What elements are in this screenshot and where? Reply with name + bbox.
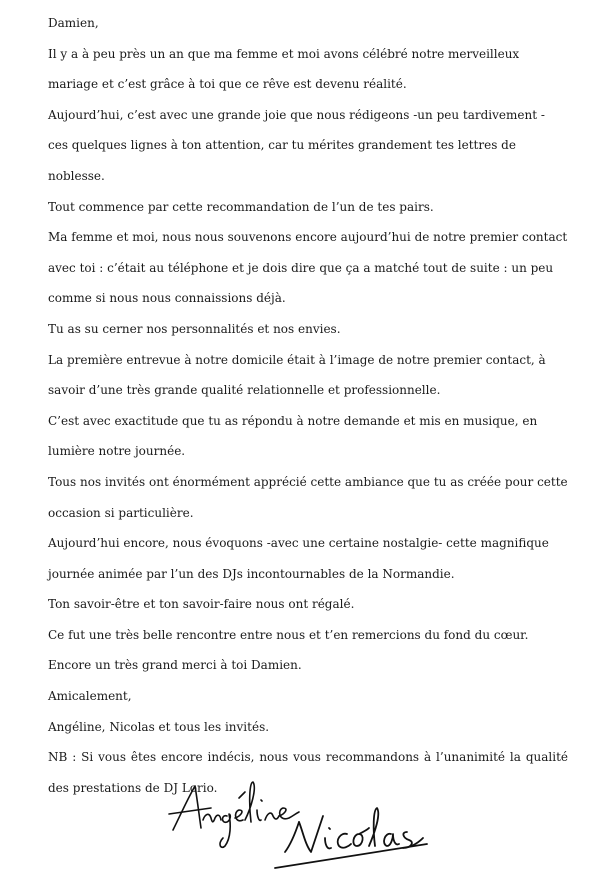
signature-angeline: [169, 782, 299, 847]
signature-nicolas: [275, 808, 427, 868]
paragraph-10: Ton savoir-être et ton savoir-faire nous ont régalé.: [48, 597, 355, 612]
paragraph-5: Tu as su cerner nos personnalités et nos envies.: [48, 321, 341, 336]
closing: Amicalement,: [48, 689, 132, 704]
paragraph-11: Ce fut une très belle rencontre entre nous et t’en remercions du fond du cœur.: [48, 627, 529, 642]
handwritten-signature: [165, 768, 445, 878]
paragraph-4: Ma femme et moi, nous nous souvenons encore aujourd’hui de notre premier contact avec toi : c’était au téléphone et je dois dire que ça a matché tout de suite : un peu comme si nous nous connaissions déjà.: [48, 230, 568, 306]
paragraph-12: Encore un très grand merci à toi Damien.: [48, 658, 302, 673]
paragraph-8: Tous nos invités ont énormément apprécié cette ambiance que tu as créée pour cette occasion si particulière.: [48, 474, 568, 520]
paragraph-1: Il y a à peu près un an que ma femme et moi avons célébré notre merveilleux mariage et c’est grâce à toi que ce rêve est devenu réalité.: [48, 46, 520, 92]
signatories: Angéline, Nicolas et tous les invités.: [48, 719, 270, 734]
paragraph-3: Tout commence par cette recommandation de l’un de tes pairs.: [48, 199, 434, 214]
letter-body: [48, 8, 568, 803]
postscript-nb: NB : Si vous êtes encore indécis, nous vous recommandons à l’unanimité la qualité des prestations de DJ Lorio.: [48, 750, 568, 795]
paragraph-2: Aujourd’hui, c’est avec une grande joie que nous rédigeons -un peu tardivement - ces quelques lignes à ton attention, car tu mérites grandement tes lettres de noblesse.: [48, 107, 545, 183]
paragraph-6: La première entrevue à notre domicile était à l’image de notre premier contact, à savoir d’une très grande qualité relationnelle et professionnelle.: [48, 352, 546, 398]
paragraph-9: Aujourd’hui encore, nous évoquons -avec une certaine nostalgie- cette magnifique journée animée par l’un des DJs incontournables de la Normandie.: [48, 536, 549, 581]
salutation: Damien,: [48, 16, 99, 30]
paragraph-7: C’est avec exactitude que tu as répondu à notre demande et mis en musique, en lumière notre journée.: [48, 413, 538, 459]
